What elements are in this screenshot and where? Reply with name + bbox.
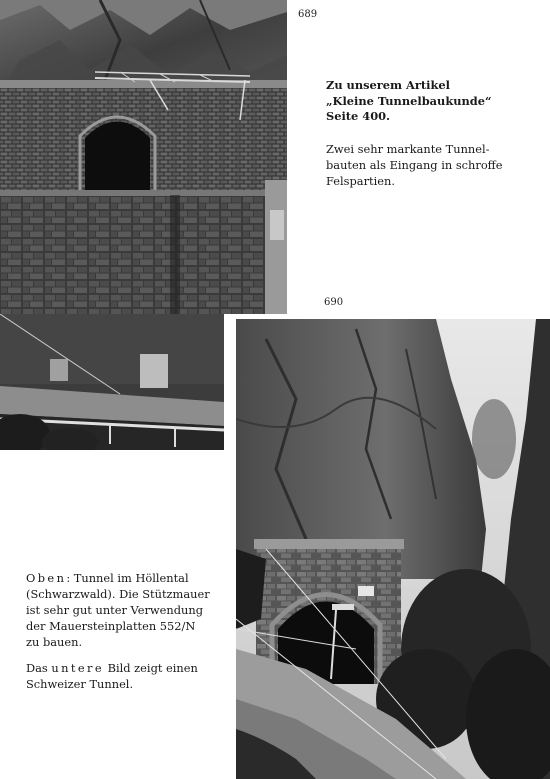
caption-spaced-word: untere bbox=[51, 661, 104, 675]
caption-line: (Schwarzwald). Die Stützmauer bbox=[26, 587, 210, 601]
caption-line: der Mauersteinplatten 552/N bbox=[26, 619, 196, 633]
intro-line: Zwei sehr markante Tunnel- bbox=[326, 142, 490, 156]
heading-line: Seite 400. bbox=[326, 109, 391, 123]
caption-line bbox=[26, 570, 224, 586]
caption-line: ist sehr gut unter Verwendung bbox=[26, 603, 204, 617]
photo-hoellental-tunnel bbox=[0, 0, 287, 314]
caption-line bbox=[26, 660, 224, 676]
caption-paragraph bbox=[26, 570, 224, 650]
caption-line: zu bauen. bbox=[26, 635, 83, 649]
caption-word: Bild zeigt einen bbox=[107, 661, 198, 675]
caption-word: Das bbox=[26, 661, 48, 675]
article-heading bbox=[326, 78, 526, 125]
heading-line: Zu unserem Artikel bbox=[326, 78, 450, 92]
figure-number-bottom: 690 bbox=[324, 297, 344, 308]
photo-swiss-tunnel bbox=[236, 319, 550, 779]
intro-paragraph bbox=[326, 141, 516, 189]
photo-hoellental-road bbox=[0, 314, 224, 450]
caption-oben-label: Oben bbox=[26, 571, 67, 585]
caption-line: Schweizer Tunnel. bbox=[26, 677, 134, 691]
caption-line-rest: : Tunnel im Höllental bbox=[66, 571, 189, 585]
figure-number-top: 689 bbox=[298, 9, 318, 20]
heading-line: „Kleine Tunnelbaukunde“ bbox=[326, 93, 492, 108]
intro-line: bauten als Eingang in schroffe bbox=[326, 158, 503, 172]
caption-second-paragraph bbox=[26, 660, 224, 692]
intro-line: Felspartien. bbox=[326, 174, 395, 188]
